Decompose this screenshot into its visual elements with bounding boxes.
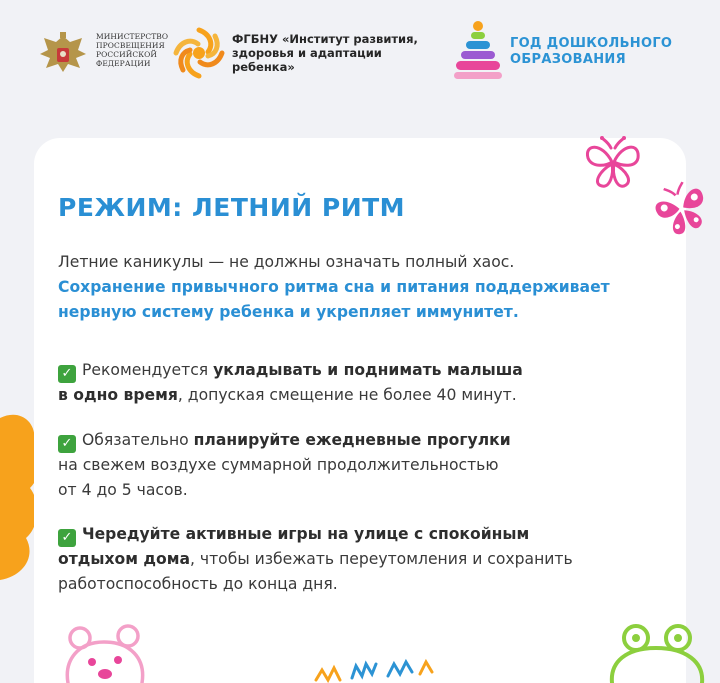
intro-highlight-line: нервную систему ребенка и укрепляет иммунитет. bbox=[58, 303, 519, 321]
intro-highlight-line: Сохранение привычного ритма сна и питания поддерживает bbox=[58, 278, 610, 296]
ministry-line: МИНИСТЕРСТВО bbox=[96, 32, 169, 41]
institute-line: ФГБНУ «Институт развития, bbox=[232, 32, 418, 46]
tip-item-sleep bbox=[58, 358, 678, 408]
tip-line: на свежем воздухе суммарной продолжительностью bbox=[58, 456, 499, 474]
ministry-line: ФЕДЕРАЦИИ bbox=[96, 59, 151, 68]
intro-line: Летние каникулы — не должны означать полный хаос. bbox=[58, 253, 515, 271]
tip-line bbox=[58, 358, 678, 383]
tip-text: , допуская смещение не более 40 минут. bbox=[177, 386, 517, 404]
institute-name bbox=[232, 32, 432, 74]
ministry-line: ПРОСВЕЩЕНИЯ bbox=[96, 41, 165, 50]
russian-emblem-icon bbox=[36, 30, 90, 78]
check-icon: ✓ bbox=[58, 365, 76, 383]
zigzag-decoration bbox=[312, 656, 442, 683]
frog-icon bbox=[606, 622, 708, 683]
tip-line: работоспособность до конца дня. bbox=[58, 575, 338, 593]
tip-line bbox=[58, 522, 678, 547]
tip-item-games bbox=[58, 522, 678, 597]
check-icon: ✓ bbox=[58, 529, 76, 547]
institute-sun-logo-icon bbox=[170, 24, 228, 82]
butterfly-icon bbox=[578, 134, 648, 192]
tip-text: , чтобы избежать переутомления и сохранить bbox=[189, 550, 573, 568]
tip-text: Рекомендуется bbox=[82, 361, 214, 379]
ministry-line: РОССИЙСКОЙ bbox=[96, 50, 157, 59]
ring-pyramid-icon bbox=[452, 20, 504, 82]
tip-bold-text: Чередуйте активные игры на улице с спокойным bbox=[82, 525, 530, 543]
butterfly-icon bbox=[650, 178, 714, 242]
tip-text: Обязательно bbox=[82, 431, 194, 449]
page-title: РЕЖИМ: ЛЕТНИЙ РИТМ bbox=[58, 193, 406, 222]
tip-bold-text: планируйте ежедневные прогулки bbox=[193, 431, 511, 449]
tip-item-walks bbox=[58, 428, 678, 503]
tip-bold-text: укладывать и поднимать малыша bbox=[213, 361, 523, 379]
tip-line: от 4 до 5 часов. bbox=[58, 481, 188, 499]
institute-line: здоровья и адаптации bbox=[232, 46, 382, 60]
ministry-name bbox=[96, 32, 176, 68]
bear-icon bbox=[60, 624, 150, 683]
tip-bold-text: в одно время bbox=[58, 386, 178, 404]
check-icon: ✓ bbox=[58, 435, 76, 453]
institute-line: ребенка» bbox=[232, 60, 295, 74]
tip-bold-text: отдыхом дома bbox=[58, 550, 190, 568]
tip-line bbox=[58, 428, 678, 453]
year-line: ГОД ДОШКОЛЬНОГО bbox=[510, 36, 673, 51]
year-of-preschool-education bbox=[510, 36, 710, 68]
year-line: ОБРАЗОВАНИЯ bbox=[510, 52, 626, 67]
tip-line bbox=[58, 547, 678, 572]
tip-line bbox=[58, 383, 678, 408]
intro-paragraph bbox=[58, 250, 678, 325]
header bbox=[0, 0, 720, 110]
